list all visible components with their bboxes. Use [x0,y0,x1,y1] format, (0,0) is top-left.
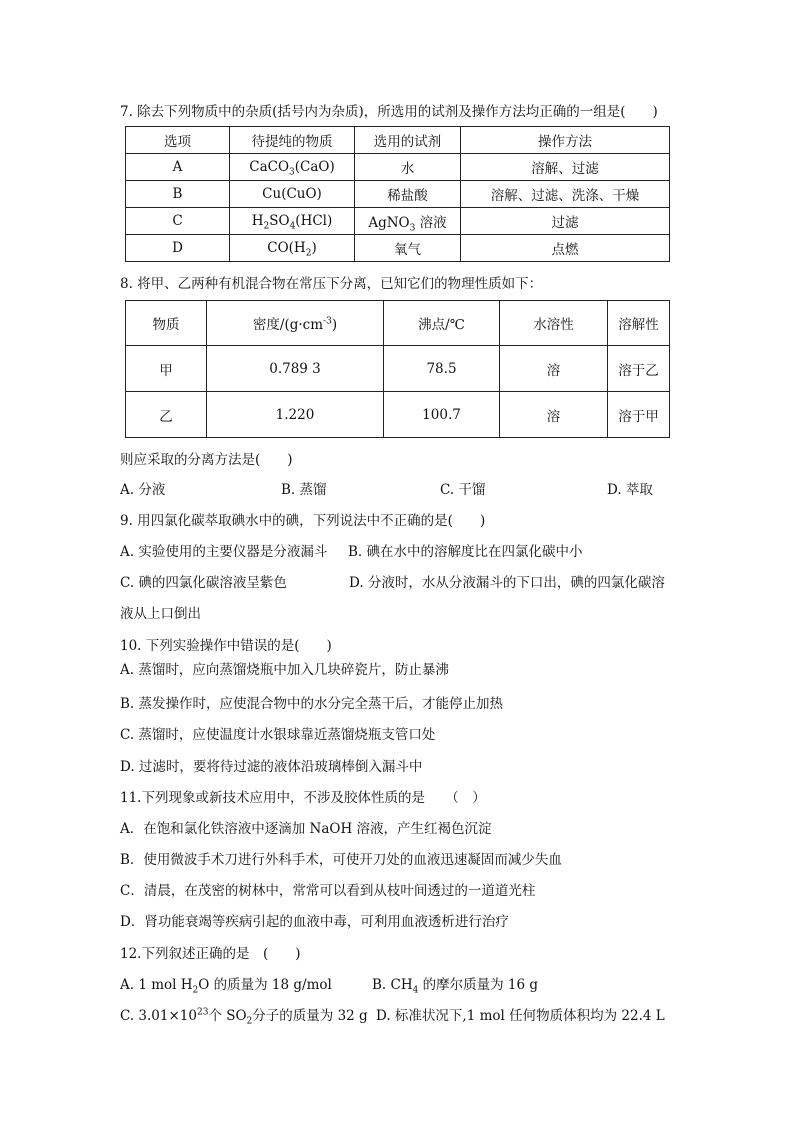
formula-part: (CaO) [294,159,335,175]
boiling-cell: 78.5 [384,346,500,392]
q11-option-d: D．肾功能衰竭等疾病引起的血液中毒，可利用血液透析进行治疗 [120,914,509,930]
reagent-cell: 氧气 [355,235,461,262]
formula-part: 溶液 [415,215,447,231]
table-header-row [126,301,670,346]
q9-option-b: B. 碘在水中的溶解度比在四氯化碳中小 [348,544,583,560]
q8-option-c: C. 干馏 [440,482,486,498]
reagent-cell: 稀盐酸 [355,181,461,208]
formula-subscript: 2 [263,221,270,232]
header-cell: 选项 [126,127,230,154]
q10-option-c: C. 蒸馏时，应使温度计水银球靠近蒸馏烧瓶支管口处 [120,727,436,743]
density-cell: 0.789 3 [207,346,384,392]
q10-option-a: A. 蒸馏时，应向蒸馏烧瓶中加入几块碎瓷片，防止暴沸 [120,662,449,678]
header-cell: 选用的试剂 [355,127,461,154]
option-part: C. 3.01×10 [120,1008,197,1024]
boiling-cell: 100.7 [384,392,500,438]
formula-part: SO [269,213,290,229]
formula-subscript: 3 [409,223,416,234]
q8-option-b: B. 蒸馏 [281,482,327,498]
option-part: B. CH [372,977,413,993]
substance-cell: 甲 [126,346,207,392]
header-cell: 沸点/℃ [384,301,500,346]
table-row [126,235,670,262]
q7-table [125,126,670,262]
table-row [126,208,670,235]
q11-option-a: A．在饱和氯化铁溶液中逐滴加 NaOH 溶液，产生红褐色沉淀 [120,821,492,837]
q12-stem: 12.下列叙述正确的是 ( ) [120,946,301,962]
substance-cell [230,208,355,235]
header-cell [207,301,384,346]
q9-option-d-continued: 液从上口倒出 [120,606,201,622]
water-cell: 溶 [500,392,608,438]
q11-option-b: B．使用微波手术刀进行外科手术，可使开刀处的血液迅速凝固而减少失血 [120,852,562,868]
formula-subscript: 4 [289,221,296,232]
q12-option-b [372,976,538,994]
q8-stem: 8. 将甲、乙两种有机混合物在常压下分离，已知它们的物理性质如下： [120,276,543,292]
header-cell: 溶解性 [608,301,670,346]
method-cell: 点燃 [461,235,670,262]
reagent-cell [355,208,461,235]
table-row [126,154,670,181]
header-cell: 待提纯的物质 [230,127,355,154]
table-header-row [126,127,670,154]
q12-option-a [120,976,332,994]
option-part: 个 SO [208,1008,247,1024]
formula-subscript: 3 [289,167,295,178]
table-row [126,346,670,392]
q12-option-d: D. 标准状况下,1 mol 任何物质体积均为 22.4 L [376,1008,665,1024]
option-cell: A [126,154,230,181]
q8-table [125,300,670,438]
formula-part: ) [311,240,317,256]
q7-stem: 7. 除去下列物质中的杂质(括号内为杂质)，所选用的试剂及操作方法均正确的一组是( ) [120,104,658,120]
q10-option-b: B. 蒸发操作时，应使混合物中的水分完全蒸干后，才能停止加热 [120,696,504,712]
header-superscript: -3 [323,316,332,327]
option-cell: C [126,208,230,235]
q11-stem: 11.下列现象或新技术应用中，不涉及胶体性质的是 （ ） [120,790,486,806]
formula-part: CaCO [249,159,290,175]
q9-option-c: C. 碘的四氯化碳溶液呈紫色 [120,575,287,591]
table-row [126,392,670,438]
q9-option-a: A. 实验使用的主要仪器是分液漏斗 [120,544,328,560]
option-cell: B [126,181,230,208]
option-part: 的摩尔质量为 16 g [418,977,539,993]
q8-option-d: D. 萃取 [607,482,653,498]
density-cell: 1.220 [207,392,384,438]
q11-option-c: C．清晨，在茂密的树林中，常常可以看到从枝叶间透过的一道道光柱 [120,883,536,899]
table-row [126,181,670,208]
option-cell: D [126,235,230,262]
q12-option-c [120,1007,368,1025]
substance-cell: Cu(CuO) [230,181,355,208]
header-cell: 操作方法 [461,127,670,154]
substance-cell: 乙 [126,392,207,438]
method-cell: 过滤 [461,208,670,235]
formula-part: AgNO [368,215,410,231]
option-part: A. 1 mol H [120,977,193,993]
formula-part: H [251,213,264,229]
option-part: 分子的质量为 32 g [252,1008,368,1024]
method-cell: 溶解、过滤 [461,154,670,181]
header-cell: 水溶性 [500,301,608,346]
water-cell: 溶 [500,346,608,392]
formula-part: (HCl) [295,213,333,229]
formula-subscript: 2 [246,1016,253,1027]
substance-cell [230,235,355,262]
formula-subscript: 2 [192,985,199,996]
q9-option-d: D. 分液时，水从分液漏斗的下口出，碘的四氯化碳溶 [349,575,665,591]
solubility-cell: 溶于甲 [608,392,670,438]
formula-superscript: 23 [196,1007,209,1018]
q8-option-a: A. 分液 [120,482,166,498]
formula-subscript: 4 [412,985,419,996]
formula-subscript: 2 [305,248,312,259]
q10-option-d: D. 过滤时，要将待过滤的液体沿玻璃棒倒入漏斗中 [120,759,423,775]
q9-stem: 9. 用四氯化碳萃取碘水中的碘，下列说法中不正确的是( ) [120,513,486,529]
formula-part: CO(H [267,240,306,256]
header-part: ) [331,317,338,333]
q10-stem: 10. 下列实验操作中错误的是( ) [120,638,332,654]
header-cell: 物质 [126,301,207,346]
solubility-cell: 溶于乙 [608,346,670,392]
header-part: 密度/(g·cm [252,317,324,333]
substance-cell [230,154,355,181]
method-cell: 溶解、过滤、洗涤、干燥 [461,181,670,208]
q8-question: 则应采取的分离方法是( ) [120,452,293,468]
reagent-cell: 水 [355,154,461,181]
option-part: O 的质量为 18 g/mol [198,977,332,993]
